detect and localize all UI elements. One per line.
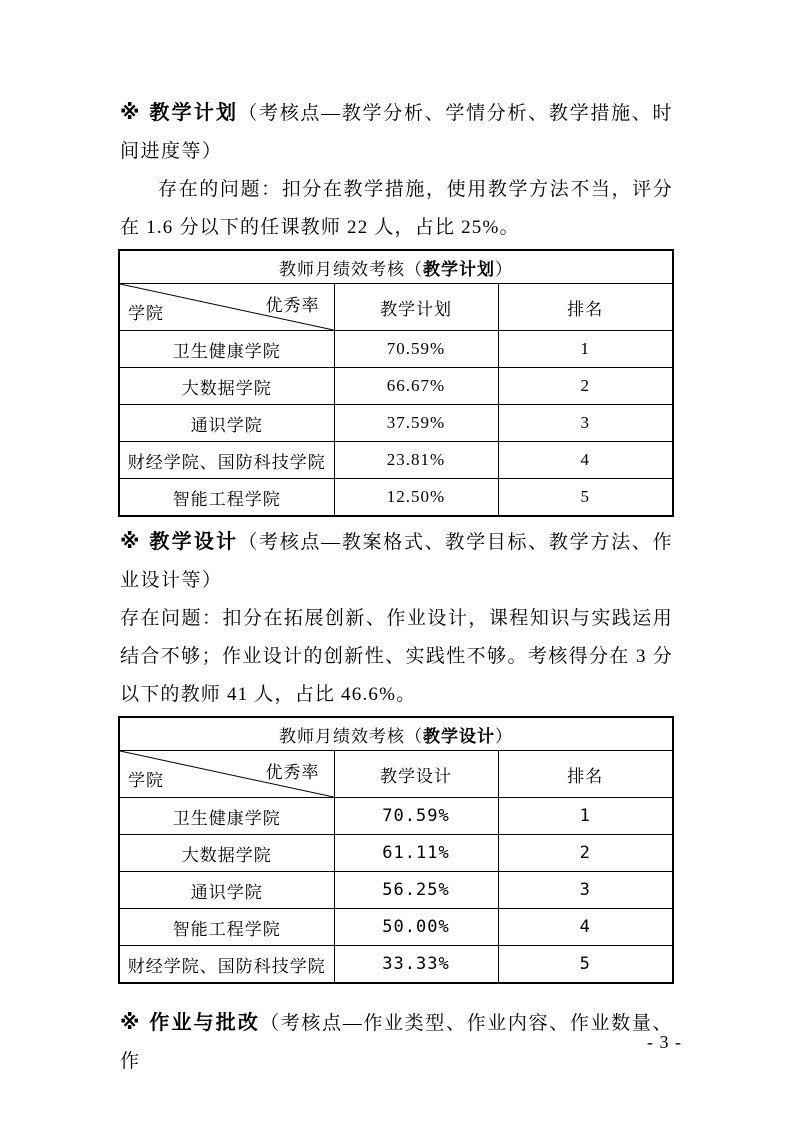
table-row — [119, 331, 673, 368]
cell-rate: 61.11% — [334, 835, 498, 872]
column-header-rank: 排名 — [498, 751, 673, 798]
heading-homework-correction-title: ※ 作业与批改 — [120, 1012, 261, 1034]
table-row — [119, 835, 673, 872]
diagonal-header-cell — [119, 751, 334, 798]
cell-rank: 3 — [498, 405, 673, 442]
table-teaching-design-title — [119, 717, 673, 751]
cell-college: 卫生健康学院 — [119, 798, 334, 835]
corner-label-excellence-rate: 优秀率 — [265, 763, 320, 782]
table-row — [119, 368, 673, 405]
table-teaching-plan — [118, 249, 674, 517]
cell-college: 智能工程学院 — [119, 479, 334, 517]
table-row — [119, 872, 673, 909]
cell-rate: 50.00% — [334, 909, 498, 946]
cell-rank: 4 — [498, 442, 673, 479]
table-row — [119, 405, 673, 442]
cell-rate: 23.81% — [334, 442, 498, 479]
cell-college: 大数据学院 — [119, 368, 334, 405]
heading-teaching-design-desc: （考核点—教案格式、教学目标、教学方法、作业设计等） — [120, 532, 673, 591]
cell-college: 卫生健康学院 — [119, 331, 334, 368]
corner-label-college: 学院 — [128, 304, 164, 323]
cell-rate: 70.59% — [334, 331, 498, 368]
heading-homework-correction — [120, 1004, 673, 1081]
cell-rank: 2 — [498, 368, 673, 405]
table-title-bold: 教学计划 — [423, 259, 496, 279]
table-teaching-plan-title — [119, 250, 673, 284]
table-row — [119, 909, 673, 946]
heading-homework-correction-desc: （考核点—作业类型、作业内容、作业数量、作 — [120, 1013, 673, 1072]
corner-label-excellence-rate: 优秀率 — [265, 296, 320, 315]
table-title-row — [119, 717, 673, 751]
cell-college: 智能工程学院 — [119, 909, 334, 946]
cell-rate: 56.25% — [334, 872, 498, 909]
table-header-row — [119, 751, 673, 798]
cell-rank: 4 — [498, 909, 673, 946]
cell-rate: 37.59% — [334, 405, 498, 442]
cell-college: 财经学院、国防科技学院 — [119, 442, 334, 479]
heading-teaching-design-title: ※ 教学设计 — [120, 531, 239, 553]
column-header-rank: 排名 — [498, 284, 673, 331]
cell-rank: 3 — [498, 872, 673, 909]
paragraph-teaching-design-issues: 存在问题：扣分在拓展创新、作业设计，课程知识与实践运用结合不够；作业设计的创新性、实践性不够。考核得分在 3 分以下的教师 41 人，占比 46.6%。 — [120, 608, 673, 705]
cell-rate: 33.33% — [334, 946, 498, 984]
table-row — [119, 479, 673, 517]
table-header-row — [119, 284, 673, 331]
page-number: - 3 - — [647, 1032, 682, 1052]
table-row — [119, 442, 673, 479]
cell-college: 大数据学院 — [119, 835, 334, 872]
column-header-metric: 教学计划 — [334, 284, 498, 331]
table-title-suffix: ） — [495, 259, 514, 279]
table-title-prefix: 教师月绩效考核（ — [279, 259, 424, 279]
table-title-row — [119, 250, 673, 284]
cell-rank: 5 — [498, 946, 673, 984]
cell-rate: 66.67% — [334, 368, 498, 405]
cell-college: 财经学院、国防科技学院 — [119, 946, 334, 984]
heading-teaching-plan-title: ※ 教学计划 — [120, 102, 239, 124]
table-teaching-design — [118, 716, 674, 984]
corner-label-college: 学院 — [128, 771, 164, 790]
table-title-bold: 教学设计 — [423, 726, 496, 746]
table-row — [119, 946, 673, 984]
diagonal-header-cell — [119, 284, 334, 331]
heading-teaching-design — [120, 523, 673, 600]
column-header-metric: 教学设计 — [334, 751, 498, 798]
heading-teaching-plan — [120, 94, 673, 171]
cell-rank: 1 — [498, 331, 673, 368]
cell-rate: 12.50% — [334, 479, 498, 517]
table-title-prefix: 教师月绩效考核（ — [279, 726, 424, 746]
cell-rank: 2 — [498, 835, 673, 872]
paragraph-teaching-plan-issues: 存在的问题：扣分在教学措施，使用教学方法不当，评分在 1.6 分以下的任课教师 22 人，占比 25%。 — [120, 179, 673, 238]
cell-rank: 1 — [498, 798, 673, 835]
heading-teaching-plan-desc: （考核点—教学分析、学情分析、教学措施、时间进度等） — [120, 103, 673, 162]
cell-rate: 70.59% — [334, 798, 498, 835]
cell-college: 通识学院 — [119, 872, 334, 909]
cell-rank: 5 — [498, 479, 673, 517]
table-title-suffix: ） — [495, 726, 514, 746]
table-row — [119, 798, 673, 835]
cell-college: 通识学院 — [119, 405, 334, 442]
